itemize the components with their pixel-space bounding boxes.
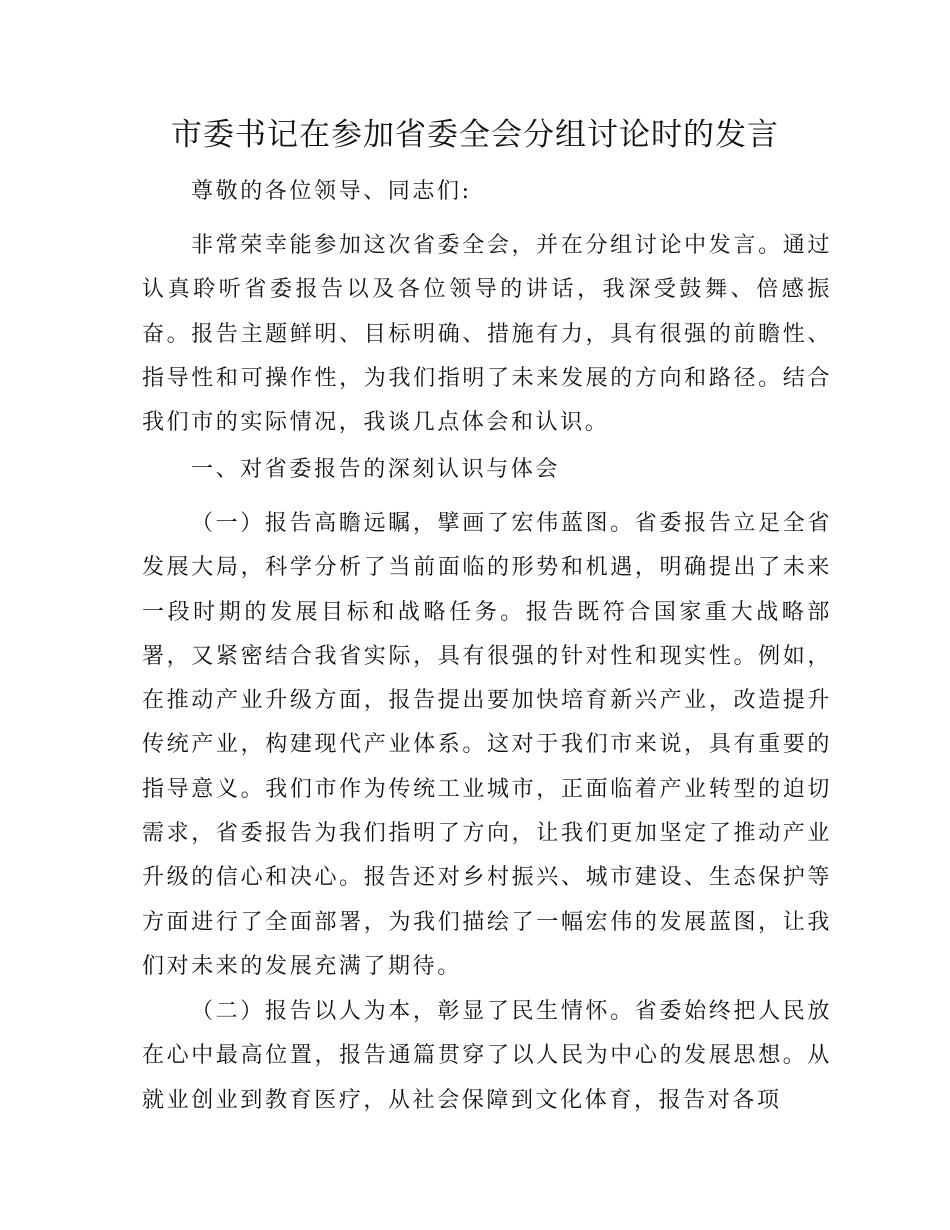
paragraph-intro: 非常荣幸能参加这次省委全会，并在分组讨论中发言。通过认真聆听省委报告以及各位领导的讲话，我深受鼓舞、倍感振奋。报告主题鲜明、目标明确、措施有力，具有很强的前瞻性、指导性和可操作性，为我们指明了未来发展的方向和路径。结合我们市的实际情况，我谈几点体会和认识。 xyxy=(142,233,832,436)
paragraph-subsection-2: （二）报告以人为本，彰显了民生情怀。省委始终把人民放在心中最高位置，报告通篇贯穿了以人民为中心的发展思想。从就业创业到教育医疗，从社会保障到文化体育，报告对各项 xyxy=(142,999,832,1113)
document-title: 市委书记在参加省委全会分组讨论时的发言 xyxy=(171,117,779,153)
salutation: 尊敬的各位领导、同志们: xyxy=(191,179,472,204)
section-heading-1: 一、对省委报告的深刻认识与体会 xyxy=(191,457,561,482)
paragraph-subsection-1: （一）报告高瞻远瞩，擘画了宏伟蓝图。省委报告立足全省发展大局，科学分析了当前面临的形势和机遇，明确提出了未来一段时期的发展目标和战略任务。报告既符合国家重大战略部署，又紧密结合我省实际，具有很强的针对性和现实性。例如，在推动产业升级方面，报告提出要加快培育新兴产业，改造提升传统产业，构建现代产业体系。这对于我们市来说，具有重要的指导意义。我们市作为传统工业城市，正面临着产业转型的迫切需求，省委报告为我们指明了方向，让我们更加坚定了推动产业升级的信心和决心。报告还对乡村振兴、城市建设、生态保护等方面进行了全面部署，为我们描绘了一幅宏伟的发展蓝图，让我们对未来的发展充满了期待。 xyxy=(142,511,832,979)
